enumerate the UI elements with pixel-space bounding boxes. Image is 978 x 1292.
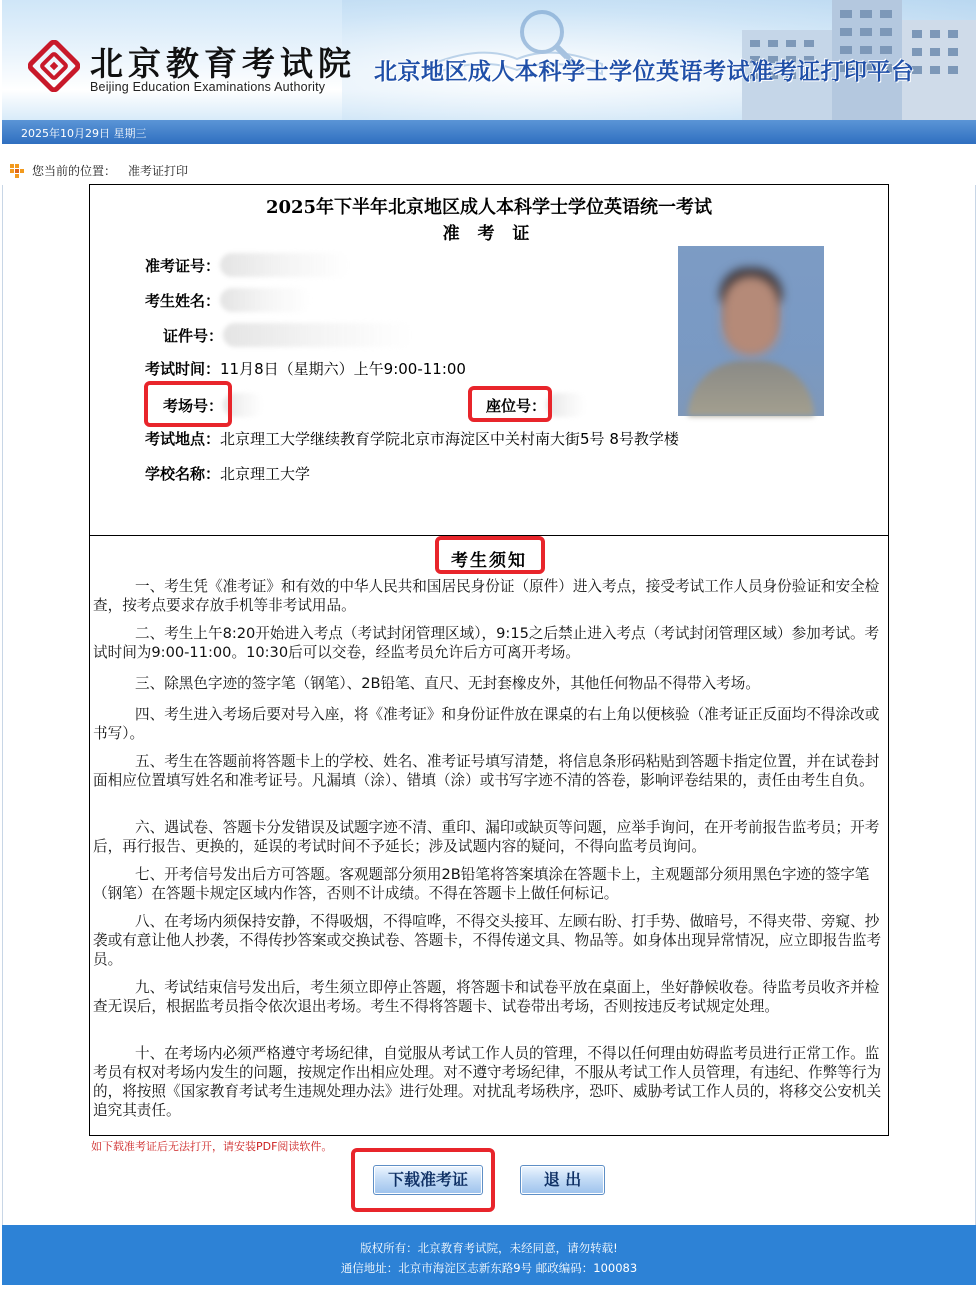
seat-label: 座位号：: [486, 396, 547, 415]
ticket-title: 2025年下半年北京地区成人本科学士学位英语统一考试: [265, 197, 713, 218]
footer-address: 通信地址：北京市海淀区志新东路9号 邮政编码：100083: [340, 1261, 638, 1275]
site-footer: [2, 1225, 976, 1285]
school-label: 学校名称：: [145, 465, 221, 483]
candidate-notice: [89, 536, 889, 1136]
id-label: 证件号：: [163, 326, 224, 345]
room-highlight-box: [144, 381, 232, 427]
footer-copyright: 版权所有：北京教育考试院，未经同意，请勿转载!: [360, 1241, 618, 1255]
breadcrumb-prefix: 您当前的位置：: [32, 164, 117, 178]
exam-location-value: 北京理工大学继续教育学院北京市海淀区中关村南大街5号 8号教学楼: [220, 430, 679, 448]
id-value-redacted: [223, 323, 413, 347]
seat-highlight-box: [468, 386, 552, 422]
notice-item-1: 一、考生凭《准考证》和有效的中华人民共和国居民身份证（原件）进入考点，接受考试工作人员身份验证和安全检查，按考点要求存放手机等非考试用品。: [93, 578, 880, 614]
exam-time-row: [145, 358, 466, 379]
admission-no-row: [145, 253, 350, 277]
current-date: 2025年10月29日 星期三: [21, 127, 147, 140]
notice-item-4: 四、考生进入考场后要对号入座，将《准考证》和身份证件放在课桌的右上角以便核验（准考证正反面均不得涂改或书写）。: [93, 706, 880, 742]
breadcrumb: [10, 162, 188, 179]
ticket-subtitle: 准 考 证: [442, 224, 536, 244]
date-bar: [2, 120, 976, 144]
exam-location-row: [145, 428, 679, 449]
notice-title: 考生须知: [451, 551, 527, 571]
authority-name-en: Beijing Education Examinations Authority: [90, 80, 326, 94]
site-header: [2, 0, 976, 120]
right-border: [975, 185, 976, 1225]
notice-item-10: 十、在考场内必须严格遵守考场纪律，自觉服从考试工作人员的管理，不得以任何理由妨碍监考员进行正常工作。监考员有权对考场内发生的问题，按规定作出相应处理。对不遵守考场纪律，不服从考试工作人员管理，有违纪、作弊等行为的，将按照《国家教育考试考生违规处理办法》进行处理。对扰乱考场秩序，恐吓、威胁考试工作人员的，将移交公安机关追究其责任。: [93, 1045, 882, 1119]
notice-item-6: 六、遇试卷、答题卡分发错误及试题字迹不清、重印、漏印或缺页等问题，应举手询问，在开考前报告监考员；开考后，再行报告、更换的，延误的考试时间不予延长；涉及试题内容的疑问，不得向监考员询问。: [93, 819, 880, 855]
left-border: [2, 185, 3, 1225]
notice-item-5: 五、考生在答题前将答题卡上的学校、姓名、准考证号填写清楚，将信息条形码粘贴到答题卡指定位置，并在试卷封面相应位置填写姓名和准考证号。凡漏填（涂）、错填（涂）或书写字迹不清的答卷，影响评卷结果的，责任由考生自负。: [93, 753, 880, 789]
school-row: [145, 463, 310, 484]
school-value: 北京理工大学: [220, 465, 311, 483]
admission-ticket: [89, 184, 889, 536]
exam-location-label: 考试地点：: [145, 430, 221, 448]
exam-time-label: 考试时间：: [145, 360, 221, 378]
admission-no-label: 准考证号：: [145, 256, 221, 275]
notice-item-8: 八、在考场内须保持安静，不得吸烟，不得喧哗，不得交头接耳、左顾右盼、打手势、做暗号，不得夹带、旁窥、抄袭或有意让他人抄袭，不得传抄答案或交换试卷、答题卡，不得传递文具、物品等。如身体出现异常情况，应立即报告监考员。: [93, 913, 882, 968]
notice-item-3: 三、除黑色字迹的签字笔（钢笔）、2B铅笔、直尺、无封套橡皮外，其他任何物品不得带入考场。: [135, 675, 760, 692]
candidate-photo: [678, 246, 824, 416]
notice-item-2: 二、考生上午8:20开始进入考点（考试封闭管理区域），9:15之后禁止进入考点（考试封闭管理区域）参加考试。考试时间为9:00-11:00。10:30后可以交卷，经监考员允许后方可离开考场。: [93, 625, 880, 661]
id-row: [163, 323, 413, 347]
name-label: 考生姓名：: [145, 291, 221, 310]
name-value-redacted: [220, 288, 310, 312]
notice-item-7: 七、开考信号发出后方可答题。客观题部分须用2B铅笔将答案填涂在答题卡上，主观题部分须用黑色字迹的签字笔（钢笔）在答题卡规定区域内作答，否则不计成绩。不得在答题卡上做任何标记。: [93, 866, 870, 902]
exam-time-value: 11月8日（星期六）上午9:00-11:00: [220, 360, 466, 378]
pdf-hint: 如下载准考证后无法打开，请安装PDF阅读软件。: [91, 1140, 333, 1153]
exit-button[interactable]: 退 出: [520, 1165, 605, 1195]
admission-no-value-redacted: [220, 253, 350, 277]
notice-item-9: 九、考试结束信号发出后，考生须立即停止答题，将答题卡和试卷平放在桌面上，坐好静候收卷。待监考员收齐并检查无误后，根据监考员指令依次退出考场。考生不得将答题卡、试卷带出考场，否则按违反考试规定处理。: [93, 979, 880, 1015]
seat-value-redacted: [546, 393, 586, 417]
authority-logo-icon: [28, 40, 80, 92]
breadcrumb-current: 准考证打印: [128, 164, 189, 178]
room-label: 考场号：: [163, 396, 224, 415]
name-row: [145, 288, 310, 312]
download-ticket-button[interactable]: 下载准考证: [373, 1165, 483, 1195]
location-grid-icon: [10, 164, 24, 178]
platform-title: 北京地区成人本科学士学位英语考试准考证打印平台: [374, 59, 915, 85]
authority-name-cn: 北京教育考试院: [90, 44, 356, 83]
